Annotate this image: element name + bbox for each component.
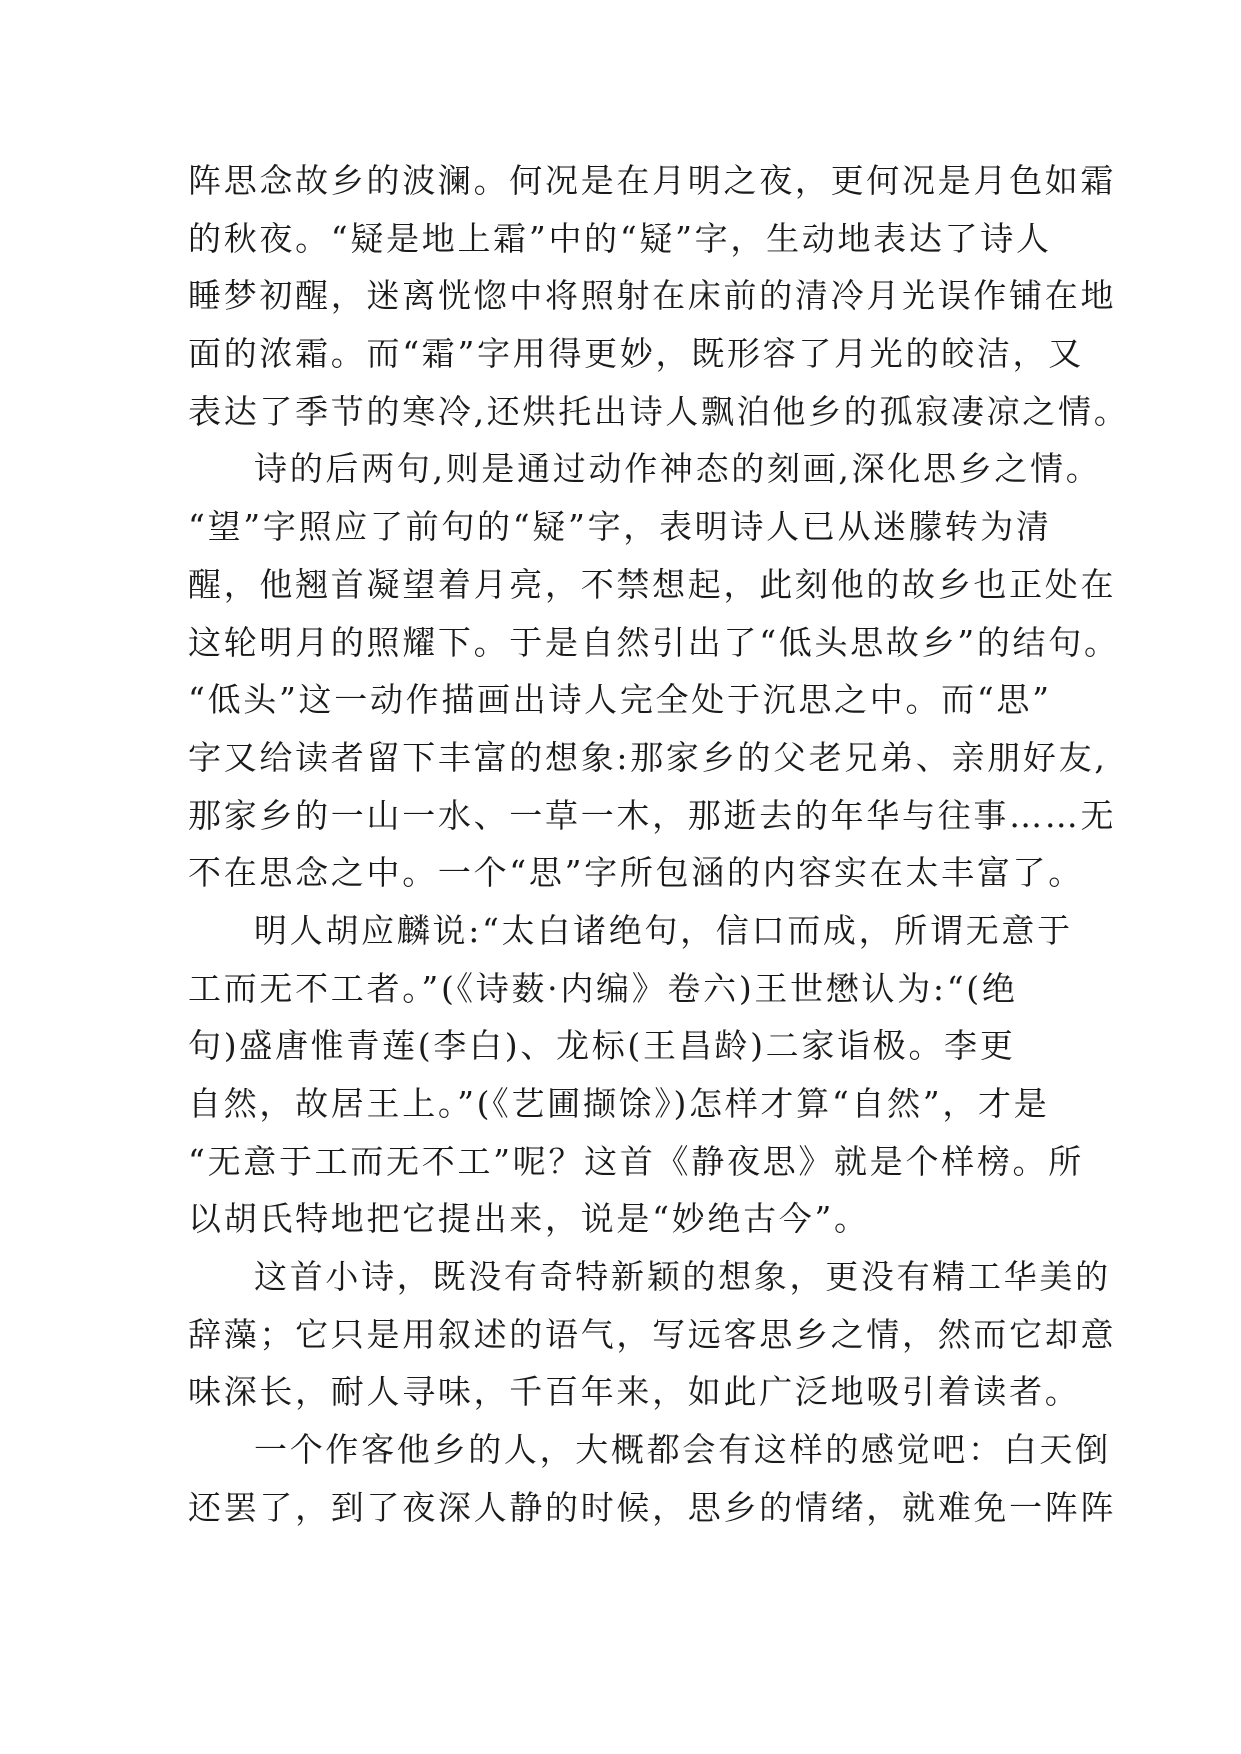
text-line: “望”字照应了前句的“疑”字，表明诗人已从迷朦转为清 xyxy=(188,507,1052,547)
text-line: “无意于工而无不工”呢？这首《静夜思》就是个样榜。所 xyxy=(188,1141,1084,1181)
text-line: 阵思念故乡的波澜。何况是在月明之夜，更何况是月色如霜 xyxy=(188,161,1117,200)
text-line: 辞藻；它只是用叙述的语气，写远客思乡之情，然而它却意 xyxy=(188,1314,1117,1354)
paragraph-first-line: 这首小诗，既没有奇特新颖的想象，更没有精工华美的 xyxy=(254,1257,1111,1297)
paragraph-first-line: 一个作客他乡的人，大概都会有这样的感觉吧：白天倒 xyxy=(254,1430,1111,1470)
text-line: 面的浓霜。而“霜”字用得更妙，既形容了月光的皎洁，又 xyxy=(188,334,1084,374)
text-line: 还罢了，到了夜深人静的时候，思乡的情绪，就难免一阵阵 xyxy=(188,1487,1117,1527)
text-line: “低头”这一动作描画出诗人完全处于沉思之中。而“思” xyxy=(188,680,1052,720)
text-line: 以胡氏特地把它提出来，说是“妙绝古今”。 xyxy=(188,1199,870,1239)
text-line: 这轮明月的照耀下。于是自然引出了“低头思故乡”的结句。 xyxy=(188,622,1120,662)
text-line: 睡梦初醒，迷离恍惚中将照射在床前的清冷月光误作铺在地 xyxy=(188,276,1117,316)
text-line: 表达了季节的寒冷,还烘托出诗人飘泊他乡的孤寂凄凉之情。 xyxy=(188,391,1130,431)
text-line: 自然，故居王上。”(《艺圃撷馀》)怎样才算“自然”，才是 xyxy=(188,1084,1050,1123)
text-line: 不在思念之中。一个“思”字所包涵的内容实在太丰富了。 xyxy=(188,853,1084,893)
text-line: 味深长，耐人寻味，千百年来，如此广泛地吸引着读者。 xyxy=(188,1372,1081,1412)
body-text xyxy=(188,152,1130,1537)
text-line: 醒，他翘首凝望着月亮，不禁想起，此刻他的故乡也正处在 xyxy=(188,564,1117,604)
text-line: 句)盛唐惟青莲(李白)、龙标(王昌龄)二家诣极。李更 xyxy=(188,1026,1016,1066)
text-line: 字又给读者留下丰富的想象:那家乡的父老兄弟、亲朋好友, xyxy=(188,737,1108,777)
text-line: 那家乡的一山一水、一草一木，那逝去的年华与往事……无 xyxy=(188,795,1117,835)
text-line: 工而无不工者。”(《诗薮·内编》卷六)王世懋认为:“(绝 xyxy=(188,968,1018,1008)
paragraph-first-line: 诗的后两句,则是通过动作神态的刻画,深化思乡之情。 xyxy=(254,449,1102,489)
text-line: 的秋夜。“疑是地上霜”中的“疑”字，生动地表达了诗人 xyxy=(188,218,1052,258)
paragraph-first-line: 明人胡应麟说:“太白诸绝句，信口而成，所谓无意于 xyxy=(254,910,1073,950)
